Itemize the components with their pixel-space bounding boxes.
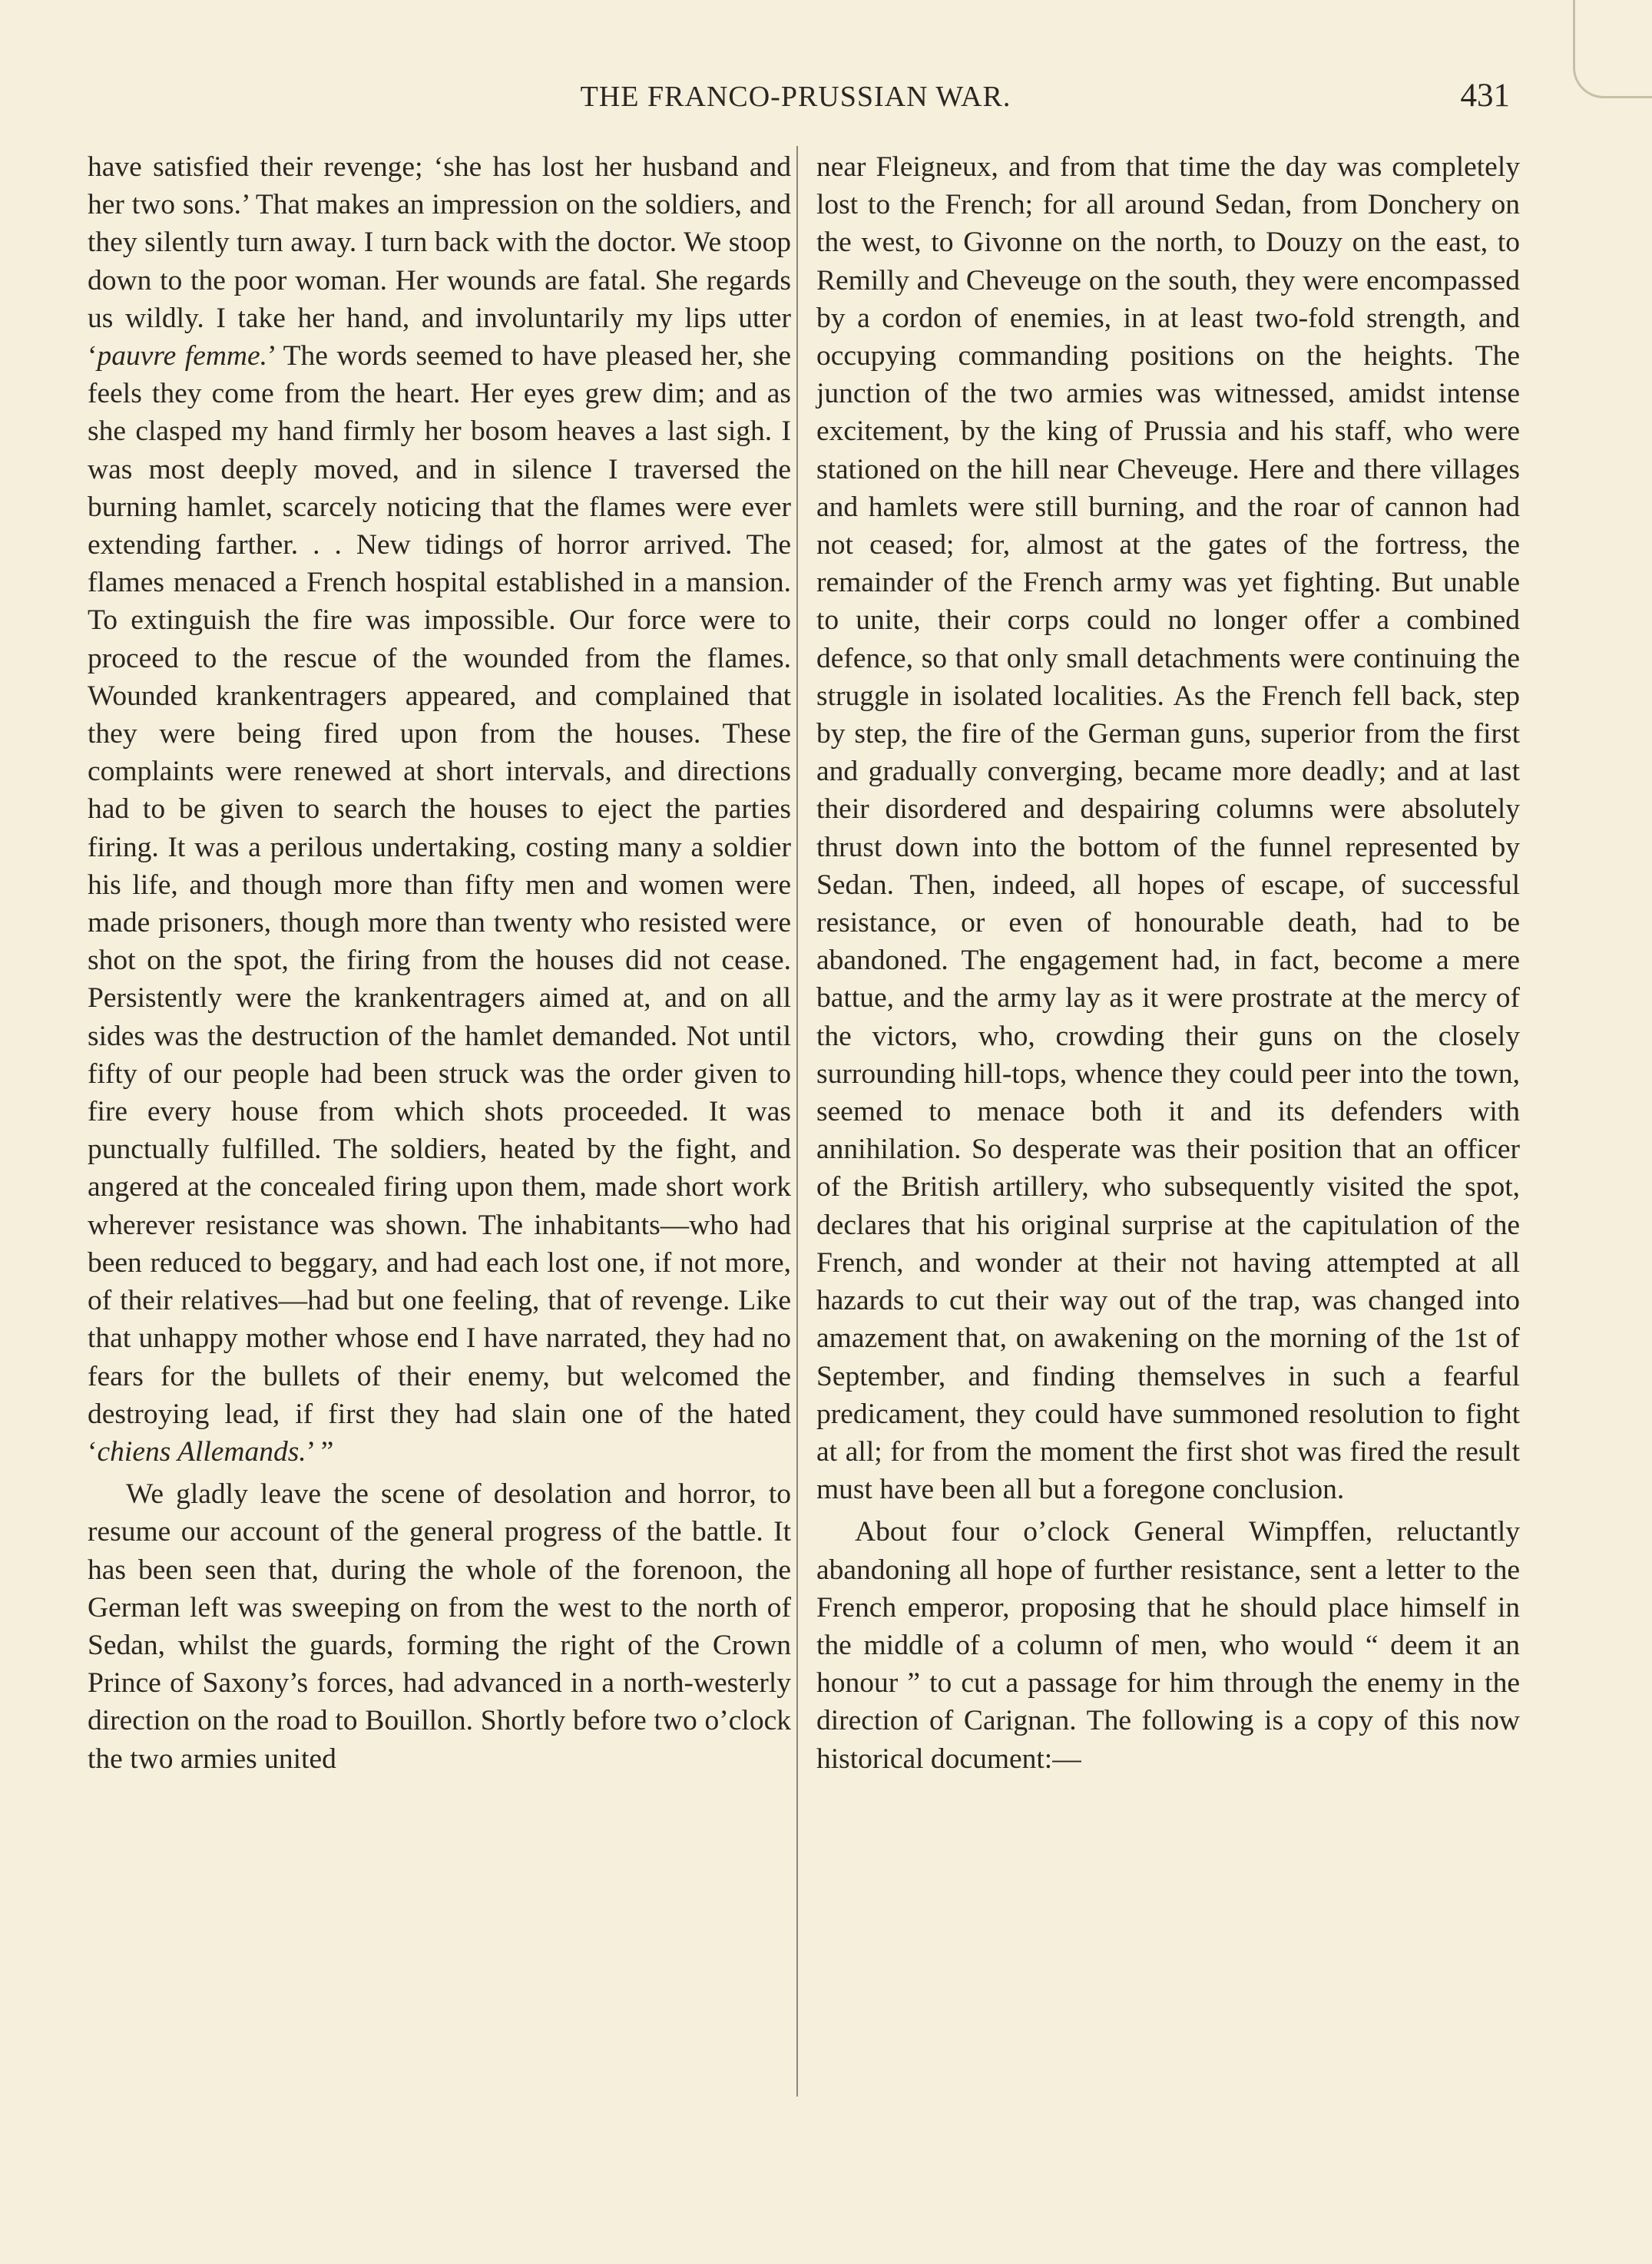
left-column xyxy=(88,148,791,1778)
left-p1-italic-1: pauvre femme. xyxy=(97,340,268,372)
left-p1-text-a: have satisfied their revenge; ‘she has lost her husband and her two sons.’ That makes an impression on the soldiers, and they silently turn away. I turn back with the doctor. We stoop down to the poor woman. Her wounds are fatal. She regards us wildly. I take her hand, and involuntarily my lips utter ‘ xyxy=(88,151,791,372)
running-head xyxy=(81,80,1510,126)
left-p1-text-b: ’ The words seemed to have pleased her, she feels they come from the heart. Her eyes grew dim; and as she clasped my hand firmly her bosom heaves a last sigh. I was most deeply moved, and in silence I traversed the burning hamlet, scarcely noticing that the flames were ever extending farther. . . New tidings of horror arrived. The flames menaced a French hospital established in a mansion. To extinguish the fire was impossible. Our force were to proceed to the rescue of the wounded from the flames. Wounded krankentragers appeared, and complained that they were being fired upon from the houses. These complaints were renewed at short intervals, and directions had to be given to search the houses to eject the parties firing. It was a perilous undertaking, costing many a soldier his life, and though more than fifty men and women were made prisoners, though more than twenty who resisted were shot on the spot, the firing from the houses did not cease. Persistently were the krankentragers aimed at, and on all sides was the destruction of the hamlet demanded. Not until fifty of our people had been struck was the order given to fire every house from which shots proceeded. It was punctually fulfilled. The soldiers, heated by the fight, and angered at the concealed firing upon them, made short work wherever resistance was shown. The inhabitants—who had been reduced to beggary, and had each lost one, if not more, of their relatives—had but one feeling, that of revenge. Like that unhappy mother whose end I have narrated, they had no fears for the bullets of their enemy, but welcomed the destroying lead, if first they had slain one of the hated ‘ xyxy=(88,340,791,1468)
page-edge-mark xyxy=(1573,0,1652,98)
left-p1-text-c: ’ ” xyxy=(306,1435,334,1468)
page-number: 431 xyxy=(1460,78,1510,114)
left-p1-italic-2: chiens Allemands. xyxy=(97,1435,306,1468)
column-divider xyxy=(796,146,798,2097)
running-title: THE FRANCO-PRUSSIAN WAR. xyxy=(580,81,1011,113)
left-paragraph-2: We gladly leave the scene of desolation and horror, to resume our account of the general progress of the battle. It has been seen that, during the whole of the forenoon, the German left was sweeping on from the west to the north of Sedan, whilst the guards, forming the right of the Crown Prince of Saxony’s forces, had advanced in a north-westerly direction on the road to Bouillon. Shortly before two o’clock the two armies united xyxy=(88,1478,791,1775)
right-paragraph-1: near Fleigneux, and from that time the day was completely lost to the French; for all around Sedan, from Donchery on the west, to Givonne on the north, to Douzy on the east, to Remilly and Cheveuge on the south, they were encompassed by a cordon of enemies, in at least two-fold strength, and occupying commanding positions on the heights. The junction of the two armies was witnessed, amidst intense excitement, by the king of Prussia and his staff, who were stationed on the hill near Cheveuge. Here and there villages and hamlets were still burning, and the roar of cannon had not ceased; for, almost at the gates of the fortress, the remainder of the French army was yet fighting. But unable to unite, their corps could no longer offer a combined defence, so that only small detachments were continuing the struggle in isolated localities. As the French fell back, step by step, the fire of the German guns, superior from the first and gradually converging, became more deadly; and at last their disordered and despairing columns were absolutely thrust down into the bottom of the funnel represented by Sedan. Then, indeed, all hopes of escape, of successful resistance, or even of honourable death, had to be abandoned. The engagement had, in fact, become a mere battue, and the army lay as it were prostrate at the mercy of the victors, who, crowding their guns on the closely surrounding hill-tops, whence they could peer into the town, seemed to menace both it and its defenders with annihilation. So desperate was their position that an officer of the British artillery, who subsequently visited the spot, declares that his original surprise at the capitulation of the French, and wonder at their not having attempted at all hazards to cut their way out of the trap, was changed into amazement that, on awakening on the morning of the 1st of September, and finding themselves in such a fearful predicament, they could have summoned resolution to fight at all; for from the moment the first shot was fired the result must have been all but a foregone conclusion. xyxy=(816,151,1520,1506)
right-column xyxy=(816,148,1520,1778)
right-paragraph-2: About four o’clock General Wimpffen, reluctantly abandoning all hope of further resistance, sent a letter to the French emperor, proposing that he should place himself in the middle of a column of men, who would “ deem it an honour ” to cut a passage for him through the enemy in the direction of Carignan. The following is a copy of this now historical document:— xyxy=(816,1516,1520,1775)
left-paragraph-1 xyxy=(88,148,791,1471)
